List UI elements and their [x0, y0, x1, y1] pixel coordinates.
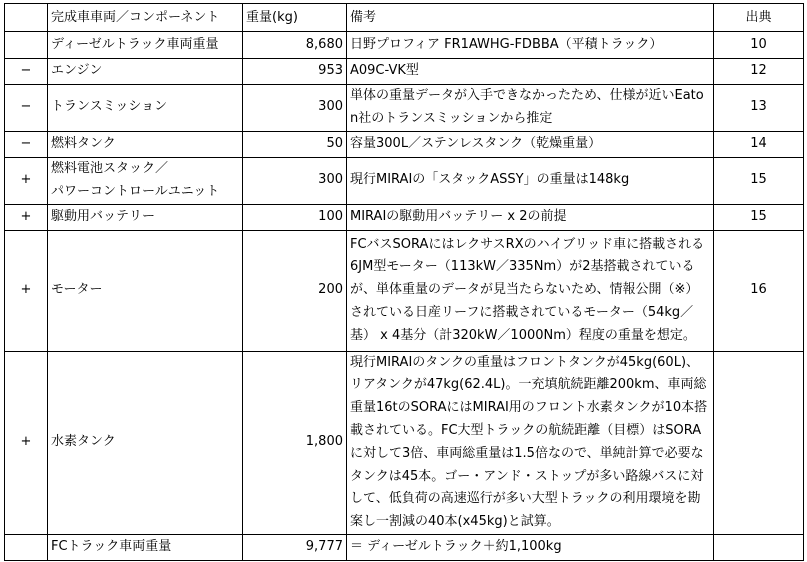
header-sign — [5, 4, 48, 32]
table-header-row — [5, 4, 804, 32]
row-weight: 9,777 — [243, 534, 347, 560]
table-row — [5, 157, 804, 204]
row-note: 容量300L／ステンレスタンク（乾燥重量） — [347, 131, 714, 157]
header-source: 出典 — [714, 4, 804, 32]
row-sign: − — [5, 131, 48, 157]
row-component: 燃料タンク — [48, 131, 243, 157]
table-row — [5, 32, 804, 59]
row-component: モーター — [48, 230, 243, 351]
row-note: FCバスSORAにはレクサスRXのハイブリッド車に搭載される6JM型モーター（113kW／335Nm）が2基搭載されているが、単体重量のデータが見当たらないため、情報公開（※）されている日産リーフに搭載されているモーター（54kg／基） x 4基分（計320kW／1000Nm）程度の重量を想定。 — [347, 230, 714, 351]
table-row — [5, 204, 804, 230]
row-sign — [5, 534, 48, 560]
header-note: 備考 — [347, 4, 714, 32]
table-row — [5, 59, 804, 85]
row-component: FCトラック車両重量 — [48, 534, 243, 560]
row-note: MIRAIの駆動用バッテリー x 2の前提 — [347, 204, 714, 230]
row-sign: + — [5, 230, 48, 351]
row-weight: 300 — [243, 157, 347, 204]
row-sign: + — [5, 204, 48, 230]
row-note: 現行MIRAIの「スタックASSY」の重量は148kg — [347, 157, 714, 204]
row-sign — [5, 32, 48, 59]
row-weight: 953 — [243, 59, 347, 85]
header-component: 完成車車両／コンポーネント — [48, 4, 243, 32]
row-source: 13 — [714, 85, 804, 132]
row-component: エンジン — [48, 59, 243, 85]
table-row — [5, 85, 804, 132]
row-source: 10 — [714, 32, 804, 59]
table-row — [5, 534, 804, 560]
row-component: ディーゼルトラック車両重量 — [48, 32, 243, 59]
row-weight: 8,680 — [243, 32, 347, 59]
row-source — [714, 534, 804, 560]
row-note: A09C-VK型 — [347, 59, 714, 85]
row-weight: 200 — [243, 230, 347, 351]
row-note: 日野プロフィア FR1AWHG-FDBBA（平積トラック） — [347, 32, 714, 59]
table-row — [5, 230, 804, 351]
row-component: トランスミッション — [48, 85, 243, 132]
row-weight: 100 — [243, 204, 347, 230]
row-sign: − — [5, 59, 48, 85]
row-source: 16 — [714, 230, 804, 351]
row-note: 単体の重量データが入手できなかったため、仕様が近いEaton社のトランスミッションから推定 — [347, 85, 714, 132]
weight-comparison-table — [4, 3, 804, 561]
row-weight: 1,800 — [243, 351, 347, 534]
table-row — [5, 131, 804, 157]
header-weight: 重量(kg) — [243, 4, 347, 32]
row-note: 現行MIRAIのタンクの重量はフロントタンクが45kg(60L)、リアタンクが47kg(62.4L)。一充填航続距離200km、車両総重量16tのSORAにはMIRAI用のフロント水素タンクが10本搭載されている。FC大型トラックの航続距離（目標）はSORAに対して3倍、車両総重量は1.5倍なので、単純計算で必要なタンクは45本。ゴー・アンド・ストップが多い路線バスに対して、低負荷の高速巡行が多い大型トラックの利用環境を勘案し一割減の40本(x45kg)と試算。 — [347, 351, 714, 534]
row-component: 燃料電池スタック／ パワーコントロールユニット — [48, 157, 243, 204]
row-source: 12 — [714, 59, 804, 85]
row-weight: 300 — [243, 85, 347, 132]
row-note: ＝ ディーゼルトラック＋約1,100kg — [347, 534, 714, 560]
table-row — [5, 351, 804, 534]
row-source: 14 — [714, 131, 804, 157]
row-sign: − — [5, 85, 48, 132]
row-source: 15 — [714, 204, 804, 230]
row-sign: + — [5, 351, 48, 534]
row-sign: + — [5, 157, 48, 204]
row-source: 15 — [714, 157, 804, 204]
row-component: 水素タンク — [48, 351, 243, 534]
row-component: 駆動用バッテリー — [48, 204, 243, 230]
row-source — [714, 351, 804, 534]
row-weight: 50 — [243, 131, 347, 157]
